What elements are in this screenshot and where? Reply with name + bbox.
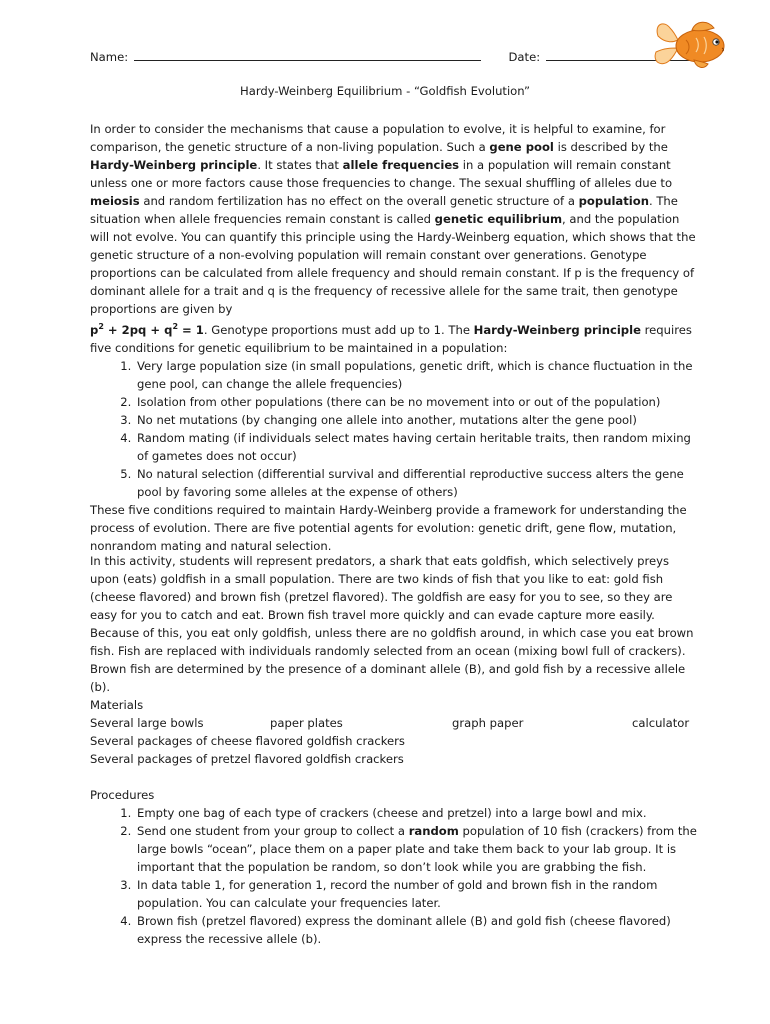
list-item: 1. Empty one bag of each type of crackers (cheese and pretzel) into a large bowl and mix. xyxy=(135,804,700,822)
eq-part: = 1 xyxy=(178,322,204,337)
intro-text: and random fertilization has no effect on the overall genetic structure of a xyxy=(139,194,579,208)
procedures-list xyxy=(90,804,700,948)
material-item: Several packages of pretzel flavored goldfish crackers xyxy=(90,752,404,766)
list-item: 4. Random mating (if individuals select mates having certain heritable traits, then random mixing of gametes does not occur) xyxy=(135,429,700,465)
intro-paragraph xyxy=(90,120,700,555)
list-item xyxy=(135,822,700,876)
list-item: 4. Brown fish (pretzel flavored) express the dominant allele (B) and gold fish (cheese flavored) express the recessive allele (b). xyxy=(135,912,700,948)
goldfish-icon xyxy=(652,18,732,72)
term-random: random xyxy=(408,824,459,838)
intro-text: requires five conditions for genetic equilibrium to be maintained in a population: xyxy=(90,322,692,355)
materials-heading: Materials xyxy=(90,698,144,712)
material-item: Several large bowls xyxy=(90,716,204,730)
activity-paragraph: In this activity, students will represent predators, a shark that eats goldfish, which selectively preys upon (eats) goldfish in a small population. There are two kinds of fish that you like to eat: gold fish (cheese flavored) and brown fish (pretzel flavored). The goldfish are easy for you to see, so they are easy for you to catch and eat. Brown fish travel more quickly and can evade capture more easily. Because of this, you eat only goldfish, unless there are no goldfish around, in which case you eat brown fish. Fish are replaced with individuals randomly selected from an ocean (mixing bowl full of crackers). Brown fish are determined by the presence of a dominant allele (B), and gold fish by a recessive allele (b). xyxy=(90,554,694,694)
term-genetic-equilibrium: genetic equilibrium xyxy=(434,212,563,226)
eq-sup: 2 xyxy=(172,322,179,331)
step-text: population of 10 fish (crackers) from the large bowls “ocean”, place them on a paper plate and take them back to your lab group. It is important that the population be random, so don’t look while you are grabbing the fish. xyxy=(137,824,697,874)
intro-text: , and the population will not evolve. You can quantify this principle using the Hardy-Weinberg equation, which shows that the genetic structure of a non-evolving population will remain constant over generations. Genotype proportions can be calculated from allele frequency and should remain constant. If p is the frequency of dominant allele for a trait and q is the frequency of recessive allele for the same trait, then genotype proportions are given by xyxy=(90,212,696,316)
material-item: graph paper xyxy=(452,716,524,730)
intro-text: . Genotype proportions must add up to 1. The xyxy=(203,322,474,337)
hw-equation xyxy=(90,323,204,337)
list-item: 2. Isolation from other populations (there can be no movement into or out of the population) xyxy=(135,393,700,411)
material-item: calculator xyxy=(632,716,690,730)
material-item: paper plates xyxy=(270,716,343,730)
step-text: Send one student from your group to collect a xyxy=(137,824,409,838)
intro-text: in a population will remain constant unless one or more factors cause those frequencies to change. The sexual shuffling of alleles due to xyxy=(90,158,673,190)
conditions-summary: These five conditions required to maintain Hardy-Weinberg provide a framework for understanding the process of evolution. There are five potential agents for evolution: genetic drift, gene flow, mutation, nonrandom mating and natural selection. xyxy=(90,502,687,553)
term-hardy-weinberg: Hardy-Weinberg principle xyxy=(90,158,258,172)
conditions-list xyxy=(90,357,700,501)
term-gene-pool: gene pool xyxy=(489,140,554,154)
materials-table xyxy=(90,714,700,732)
materials-section xyxy=(90,696,700,768)
material-item: Several packages of cheese flavored goldfish crackers xyxy=(90,734,405,748)
name-blank[interactable] xyxy=(134,48,481,61)
term-hardy-weinberg: Hardy-Weinberg principle xyxy=(473,322,641,337)
date-label: Date: xyxy=(508,50,541,64)
page-title: Hardy-Weinberg Equilibrium - “Goldfish Evolution” xyxy=(240,84,530,98)
intro-text: . The situation when allele frequencies remain constant is called xyxy=(90,194,678,226)
header-row xyxy=(90,48,692,66)
term-allele-frequencies: allele frequencies xyxy=(342,158,460,172)
intro-text: is described by the xyxy=(553,140,668,154)
intro-text: In order to consider the mechanisms that cause a population to evolve, it is helpful to examine, for comparison, the genetic structure of a non-living population. Such a xyxy=(90,122,666,154)
eq-sup: 2 xyxy=(98,322,104,331)
eq-part: + 2pq + q xyxy=(103,322,173,337)
term-meiosis: meiosis xyxy=(90,194,140,208)
list-item: 5. No natural selection (differential survival and differential reproductive success alters the gene pool by favoring some alleles at the expense of others) xyxy=(135,465,700,501)
procedures-section xyxy=(90,786,700,948)
list-item: 3. No net mutations (by changing one allele into another, mutations alter the gene pool) xyxy=(135,411,700,429)
list-item: 3. In data table 1, for generation 1, record the number of gold and brown fish in the random population. You can calculate your frequencies later. xyxy=(135,876,700,912)
term-population: population xyxy=(578,194,649,208)
procedures-heading: Procedures xyxy=(90,788,155,802)
intro-text: . It states that xyxy=(257,158,343,172)
eq-part: p xyxy=(90,322,99,337)
list-item: 1. Very large population size (in small populations, genetic drift, which is chance fluctuation in the gene pool, can change the allele frequencies) xyxy=(135,357,700,393)
name-label: Name: xyxy=(90,50,129,64)
